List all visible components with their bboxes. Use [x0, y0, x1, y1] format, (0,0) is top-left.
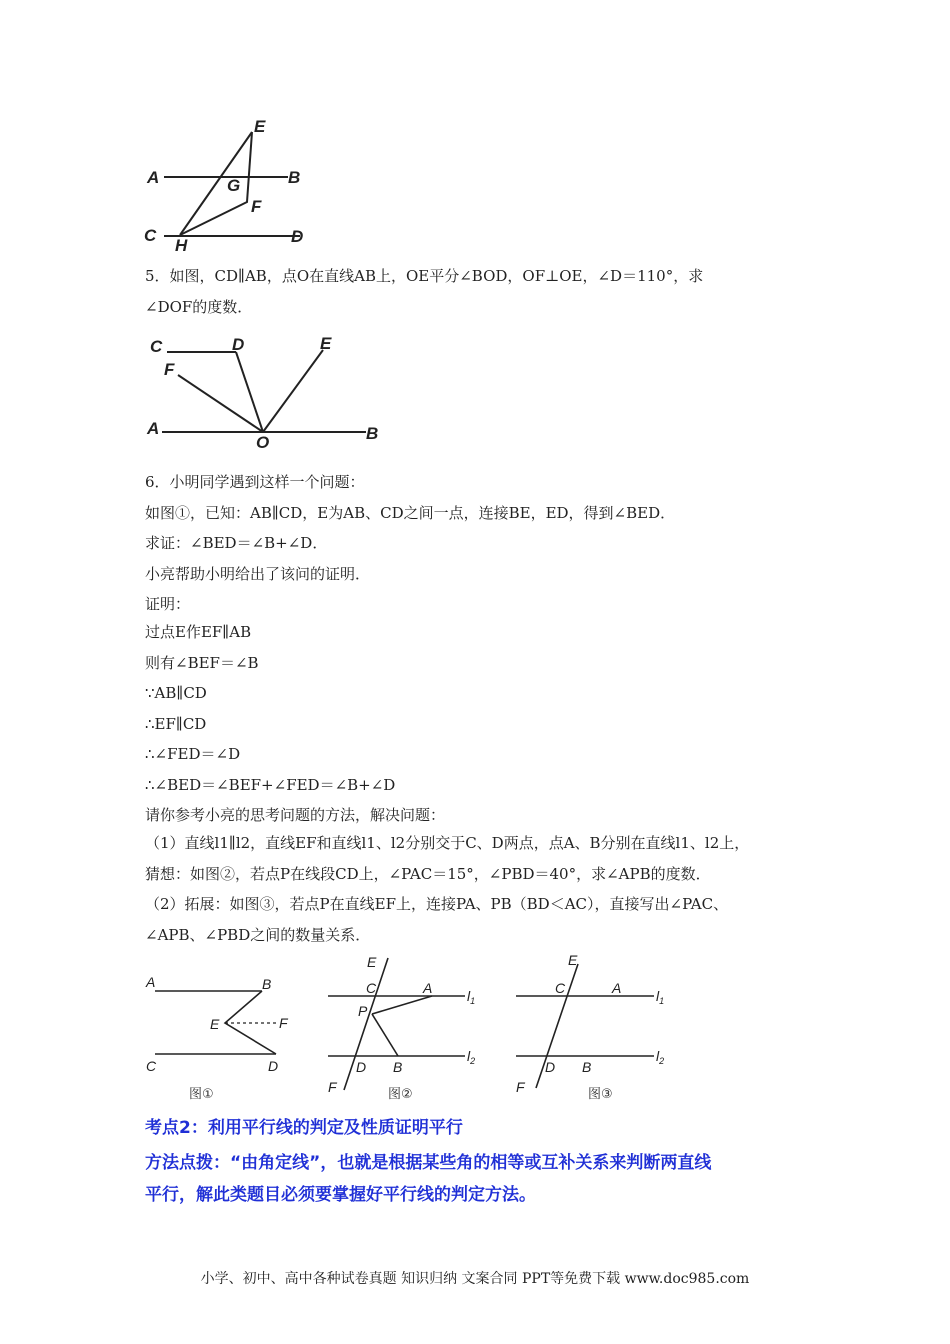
q5-line-2: ∠DOF的度数．: [145, 298, 253, 316]
label-A: A: [147, 168, 160, 187]
fig1-label-D: D: [268, 1058, 279, 1074]
method-line-2: 平行，解此类题目必须要掌握好平行线的判定方法。: [145, 1185, 536, 1205]
label-C: C: [144, 226, 157, 245]
q6-line-2: 求证：∠BED＝∠B+∠D．: [145, 534, 328, 552]
fig3-l2-letter: l: [656, 1048, 660, 1064]
kaodian-title: 考点2：利用平行线的判定及性质证明平行: [145, 1118, 463, 1138]
fig1-label-C: C: [146, 1058, 157, 1074]
fig3-label-F: F: [516, 1079, 525, 1095]
q6-line-7: ∵AB∥CD: [145, 684, 207, 702]
q5-label-F: F: [164, 360, 175, 379]
fig3-label-C: C: [555, 980, 566, 996]
q6-line-15: ∠APB、∠PBD之间的数量关系．: [145, 926, 371, 944]
fig3-l1-letter: l: [656, 988, 660, 1004]
fig3-label-A: A: [612, 980, 622, 996]
fig3-l1-sub: 1: [659, 996, 665, 1006]
q6-line-4: 证明：: [145, 595, 191, 613]
q6-line-3: 小亮帮助小明给出了该问的证明．: [145, 565, 371, 583]
fig1-label-A: A: [146, 974, 156, 990]
figure-q5: [140, 330, 390, 455]
fig3-label-l1: [656, 988, 664, 1006]
label-E: E: [254, 117, 266, 136]
fig2-label-D: D: [356, 1059, 367, 1075]
label-H: H: [175, 236, 188, 255]
fig2-label-A: A: [423, 980, 433, 996]
method-line-1: 方法点拨：“由角定线”，也就是根据某些角的相等或互补关系来判断两直线: [145, 1153, 712, 1173]
fig2-label-B: B: [393, 1059, 403, 1075]
q5-label-O: O: [256, 433, 270, 452]
q6-line-14: （2）拓展：如图③，若点P在直线EF上，连接PA、PB（BD＜AC），直接写出∠PAC、: [145, 895, 729, 913]
label-D: D: [291, 227, 304, 246]
label-F: F: [251, 197, 262, 216]
q6-line-13: 猜想：如图②，若点P在线段CD上，∠PAC＝15°，∠PBD＝40°，求∠APB的度数．: [145, 865, 711, 883]
figure-1: [140, 968, 300, 1103]
fig2-l1-sub: 1: [470, 996, 476, 1006]
q6-line-11: 请你参考小亮的思考问题的方法，解决问题：: [145, 806, 446, 824]
fig3-label-E: E: [568, 952, 578, 968]
fig1-label-B: B: [262, 976, 272, 992]
fig2-label-P: P: [358, 1003, 368, 1019]
fig2-l1-letter: l: [467, 988, 471, 1004]
fig1-caption: 图①: [189, 1086, 214, 1101]
label-G: G: [227, 176, 241, 195]
q5-label-E: E: [320, 334, 332, 353]
q5-label-B: B: [366, 424, 379, 443]
q6-line-5: 过点E作EF∥AB: [145, 623, 252, 641]
fig3-l2-sub: 2: [659, 1056, 665, 1066]
fig3-caption: 图③: [588, 1086, 613, 1101]
q6-line-12: （1）直线l1∥l2，直线EF和直线l1、l2分别交于C、D两点，点A、B分别在直线l1、l2上，: [145, 834, 750, 852]
q5-label-A: A: [147, 419, 160, 438]
figure-3: [508, 950, 688, 1105]
fig2-l2-letter: l: [467, 1048, 471, 1064]
fig3-label-l2: [656, 1048, 664, 1066]
fig2-label-F: F: [328, 1079, 337, 1095]
fig1-label-E: E: [210, 1016, 220, 1032]
fig2-label-E: E: [367, 954, 377, 970]
q5-label-C: C: [150, 337, 163, 356]
q6-line-9: ∴∠FED＝∠D: [145, 745, 241, 763]
label-B: B: [288, 168, 301, 187]
figure-2: [320, 950, 500, 1105]
fig2-label-l2: [467, 1048, 475, 1066]
q6-line-8: ∴EF∥CD: [145, 715, 207, 733]
fig1-label-F: F: [279, 1015, 288, 1031]
fig2-caption: 图②: [388, 1086, 413, 1101]
q6-line-0: 6．小明同学遇到这样一个问题：: [145, 473, 365, 491]
q5-label-D: D: [232, 335, 245, 354]
fig2-label-C: C: [366, 980, 377, 996]
fig2-l2-sub: 2: [470, 1056, 476, 1066]
q6-line-10: ∴∠BED＝∠BEF+∠FED＝∠B+∠D: [145, 776, 396, 794]
q6-line-1: 如图①，已知：AB∥CD，E为AB、CD之间一点，连接BE，ED，得到∠BED．: [145, 504, 676, 522]
fig2-label-l1: [467, 988, 475, 1006]
q5-line-1: 5．如图，CD∥AB，点O在直线AB上，OE平分∠BOD，OF⊥OE，∠D＝110°，求: [145, 267, 704, 285]
page-footer: 小学、初中、高中各种试卷真题 知识归纳 文案合同 PPT等免费下载 www.doc985.com: [200, 1271, 750, 1287]
figure-top: [140, 115, 320, 255]
q6-line-6: 则有∠BEF＝∠B: [145, 654, 259, 672]
fig3-label-B: B: [582, 1059, 592, 1075]
fig3-label-D: D: [545, 1059, 556, 1075]
